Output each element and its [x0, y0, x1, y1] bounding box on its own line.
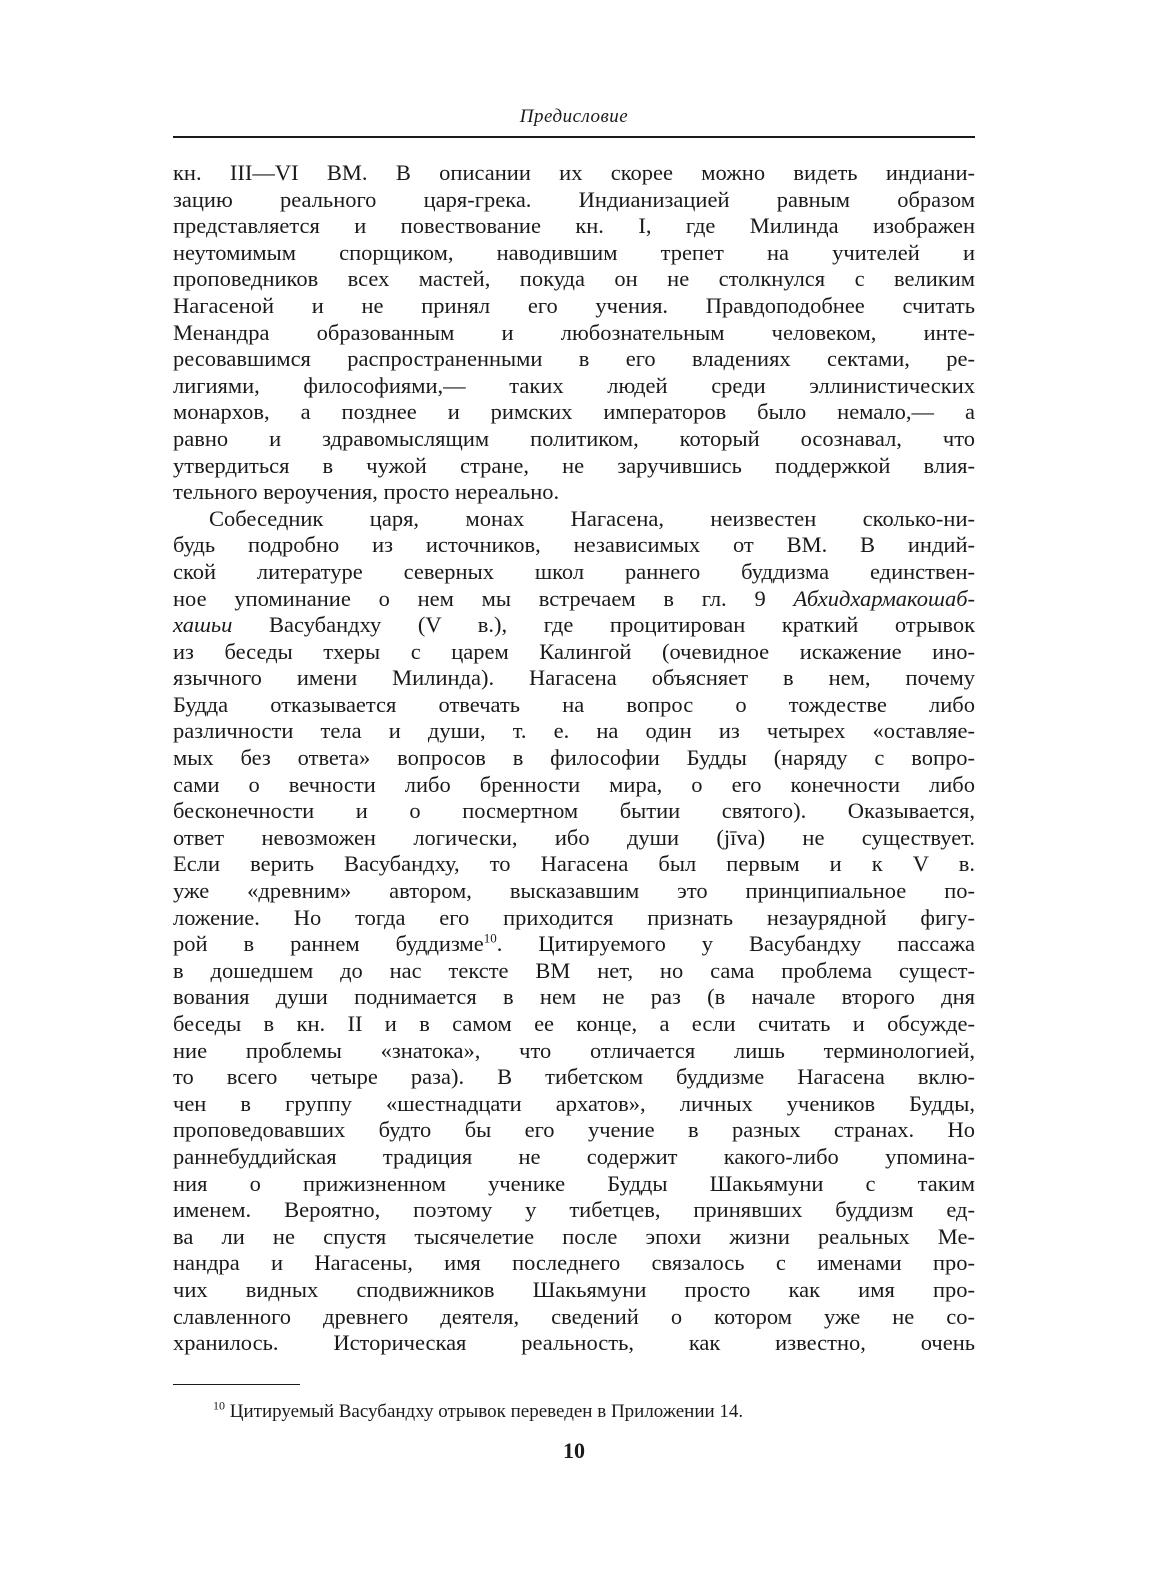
text-line: проповедников всех мастей, покуда он не столкнулся с великим	[173, 266, 975, 292]
text-line: зацию реального царя-грека. Индианизацией равным образом	[173, 186, 975, 212]
text-line: будь подробно из источников, независимых от ВМ. В индий-	[173, 532, 975, 558]
text-line: раннебуддийская традиция не содержит какого-либо упомина-	[173, 1143, 975, 1169]
text-line: различности тела и души, т. е. на один из четырех «оставляе-	[173, 718, 975, 744]
footnote	[213, 1398, 744, 1423]
text-line: представляется и повествование кн. I, где Милинда изображен	[173, 213, 975, 239]
text-line: ответ невозможен логически, ибо души (jīva) не существует.	[173, 824, 975, 850]
text-line	[173, 586, 975, 613]
text-line: Нагасеной и не принял его учения. Правдоподобнее считать	[173, 292, 975, 318]
text-line: ресовавшимся распространенными в его владениях сектами, ре-	[173, 346, 975, 372]
page-number: 10	[563, 1438, 585, 1463]
footnote-ref: 10	[483, 930, 497, 946]
text-line: уже «древним» автором, высказавшим это принципиальное по-	[173, 878, 975, 904]
text-line: ния о прижизненном ученике Будды Шакьямуни с таким	[173, 1170, 975, 1196]
text-line: утвердиться в чужой стране, не заручившись поддержкой влия-	[173, 452, 975, 478]
text-line: Будда отказывается отвечать на вопрос о тождестве либо	[173, 691, 975, 717]
text-line: мых без ответа» вопросов в философии Будды (наряду с вопро-	[173, 745, 975, 771]
text-line	[173, 931, 975, 958]
text-line: вования души поднимается в нем не раз (в начале второго дня	[173, 984, 975, 1010]
text-line: бесконечности и о посмертном бытии святого). Оказывается,	[173, 798, 975, 824]
text-line: хранилось. Историческая реальность, как известно, очень	[173, 1330, 975, 1356]
text-line: Менандра образованным и любознательным человеком, инте-	[173, 319, 975, 345]
text-line: равно и здравомыслящим политиком, который осознавал, что	[173, 425, 975, 451]
text-line: Собеседник царя, монах Нагасена, неизвестен сколько-ни-	[209, 505, 975, 531]
italic-title: Абхидхармакошаб-	[793, 585, 976, 611]
text-segment: рой в раннем буддизме	[173, 931, 484, 957]
footnote-text: Цитируемый Васубандху отрывок переведен в Приложении 14.	[225, 1401, 744, 1422]
text-line: ложение. Но тогда его приходится признать незаурядной фигу-	[173, 904, 975, 930]
text-line: лигиями, философиями,— таких людей среди эллинистических	[173, 372, 975, 398]
text-line: сами о вечности либо бренности мира, о его конечности либо	[173, 771, 975, 797]
text-line: ва ли не спустя тысячелетие после эпохи жизни реальных Ме-	[173, 1223, 975, 1249]
text-line: тельного вероучения, просто нереально.	[173, 479, 560, 505]
text-line: ние проблемы «знатока», что отличается лишь терминологией,	[173, 1037, 975, 1063]
italic-title: хашьи	[173, 612, 233, 638]
text-line	[173, 612, 975, 639]
text-segment: Васубандху (V в.), где процитирован краткий отрывок	[232, 612, 975, 638]
text-line: язычного имени Милинда). Нагасена объясняет в нем, почему	[173, 665, 975, 691]
text-line: проповедовавших будто бы его учение в разных странах. Но	[173, 1117, 975, 1143]
text-line: нандра и Нагасены, имя последнего связалось с именами про-	[173, 1250, 975, 1276]
footnote-rule	[173, 1384, 300, 1385]
text-segment: ное упоминание о нем мы встречаем в гл. 9	[173, 585, 766, 611]
footnote-marker: 10	[213, 1398, 225, 1413]
text-line: беседы в кн. II и в самом ее конце, а если считать и обсужде-	[173, 1011, 975, 1036]
text-line: славленного древнего деятеля, сведений о котором уже не со-	[173, 1303, 975, 1329]
body-text	[173, 160, 975, 1357]
text-line: кн. III—VI ВМ. В описании их скорее можно видеть индиани-	[173, 160, 975, 185]
text-line: чен в группу «шестнадцати архатов», личных учеников Будды,	[173, 1090, 975, 1116]
text-segment: . Цитируемого у Васубандху пассажа	[496, 931, 975, 957]
text-line: именем. Вероятно, поэтому у тибетцев, принявших буддизм ед-	[173, 1197, 975, 1223]
header-rule	[173, 136, 975, 138]
text-line: ской литературе северных школ раннего буддизма единствен-	[173, 558, 975, 584]
text-line: монархов, а позднее и римских императоров было немало,— а	[173, 399, 975, 425]
running-head: Предисловие	[519, 106, 629, 127]
text-line: чих видных сподвижников Шакьямуни просто как имя про-	[173, 1276, 975, 1302]
text-line: неутомимым спорщиком, наводившим трепет на учителей и	[173, 239, 975, 265]
text-line: Если верить Васубандху, то Нагасена был первым и к V в.	[173, 851, 975, 877]
text-line: то всего четыре раза). В тибетском буддизме Нагасена вклю-	[173, 1064, 975, 1090]
text-line: из беседы тхеры с царем Калингой (очевидное искажение ино-	[173, 638, 975, 664]
text-line: в дошедшем до нас тексте ВМ нет, но сама проблема сущест-	[173, 957, 975, 983]
